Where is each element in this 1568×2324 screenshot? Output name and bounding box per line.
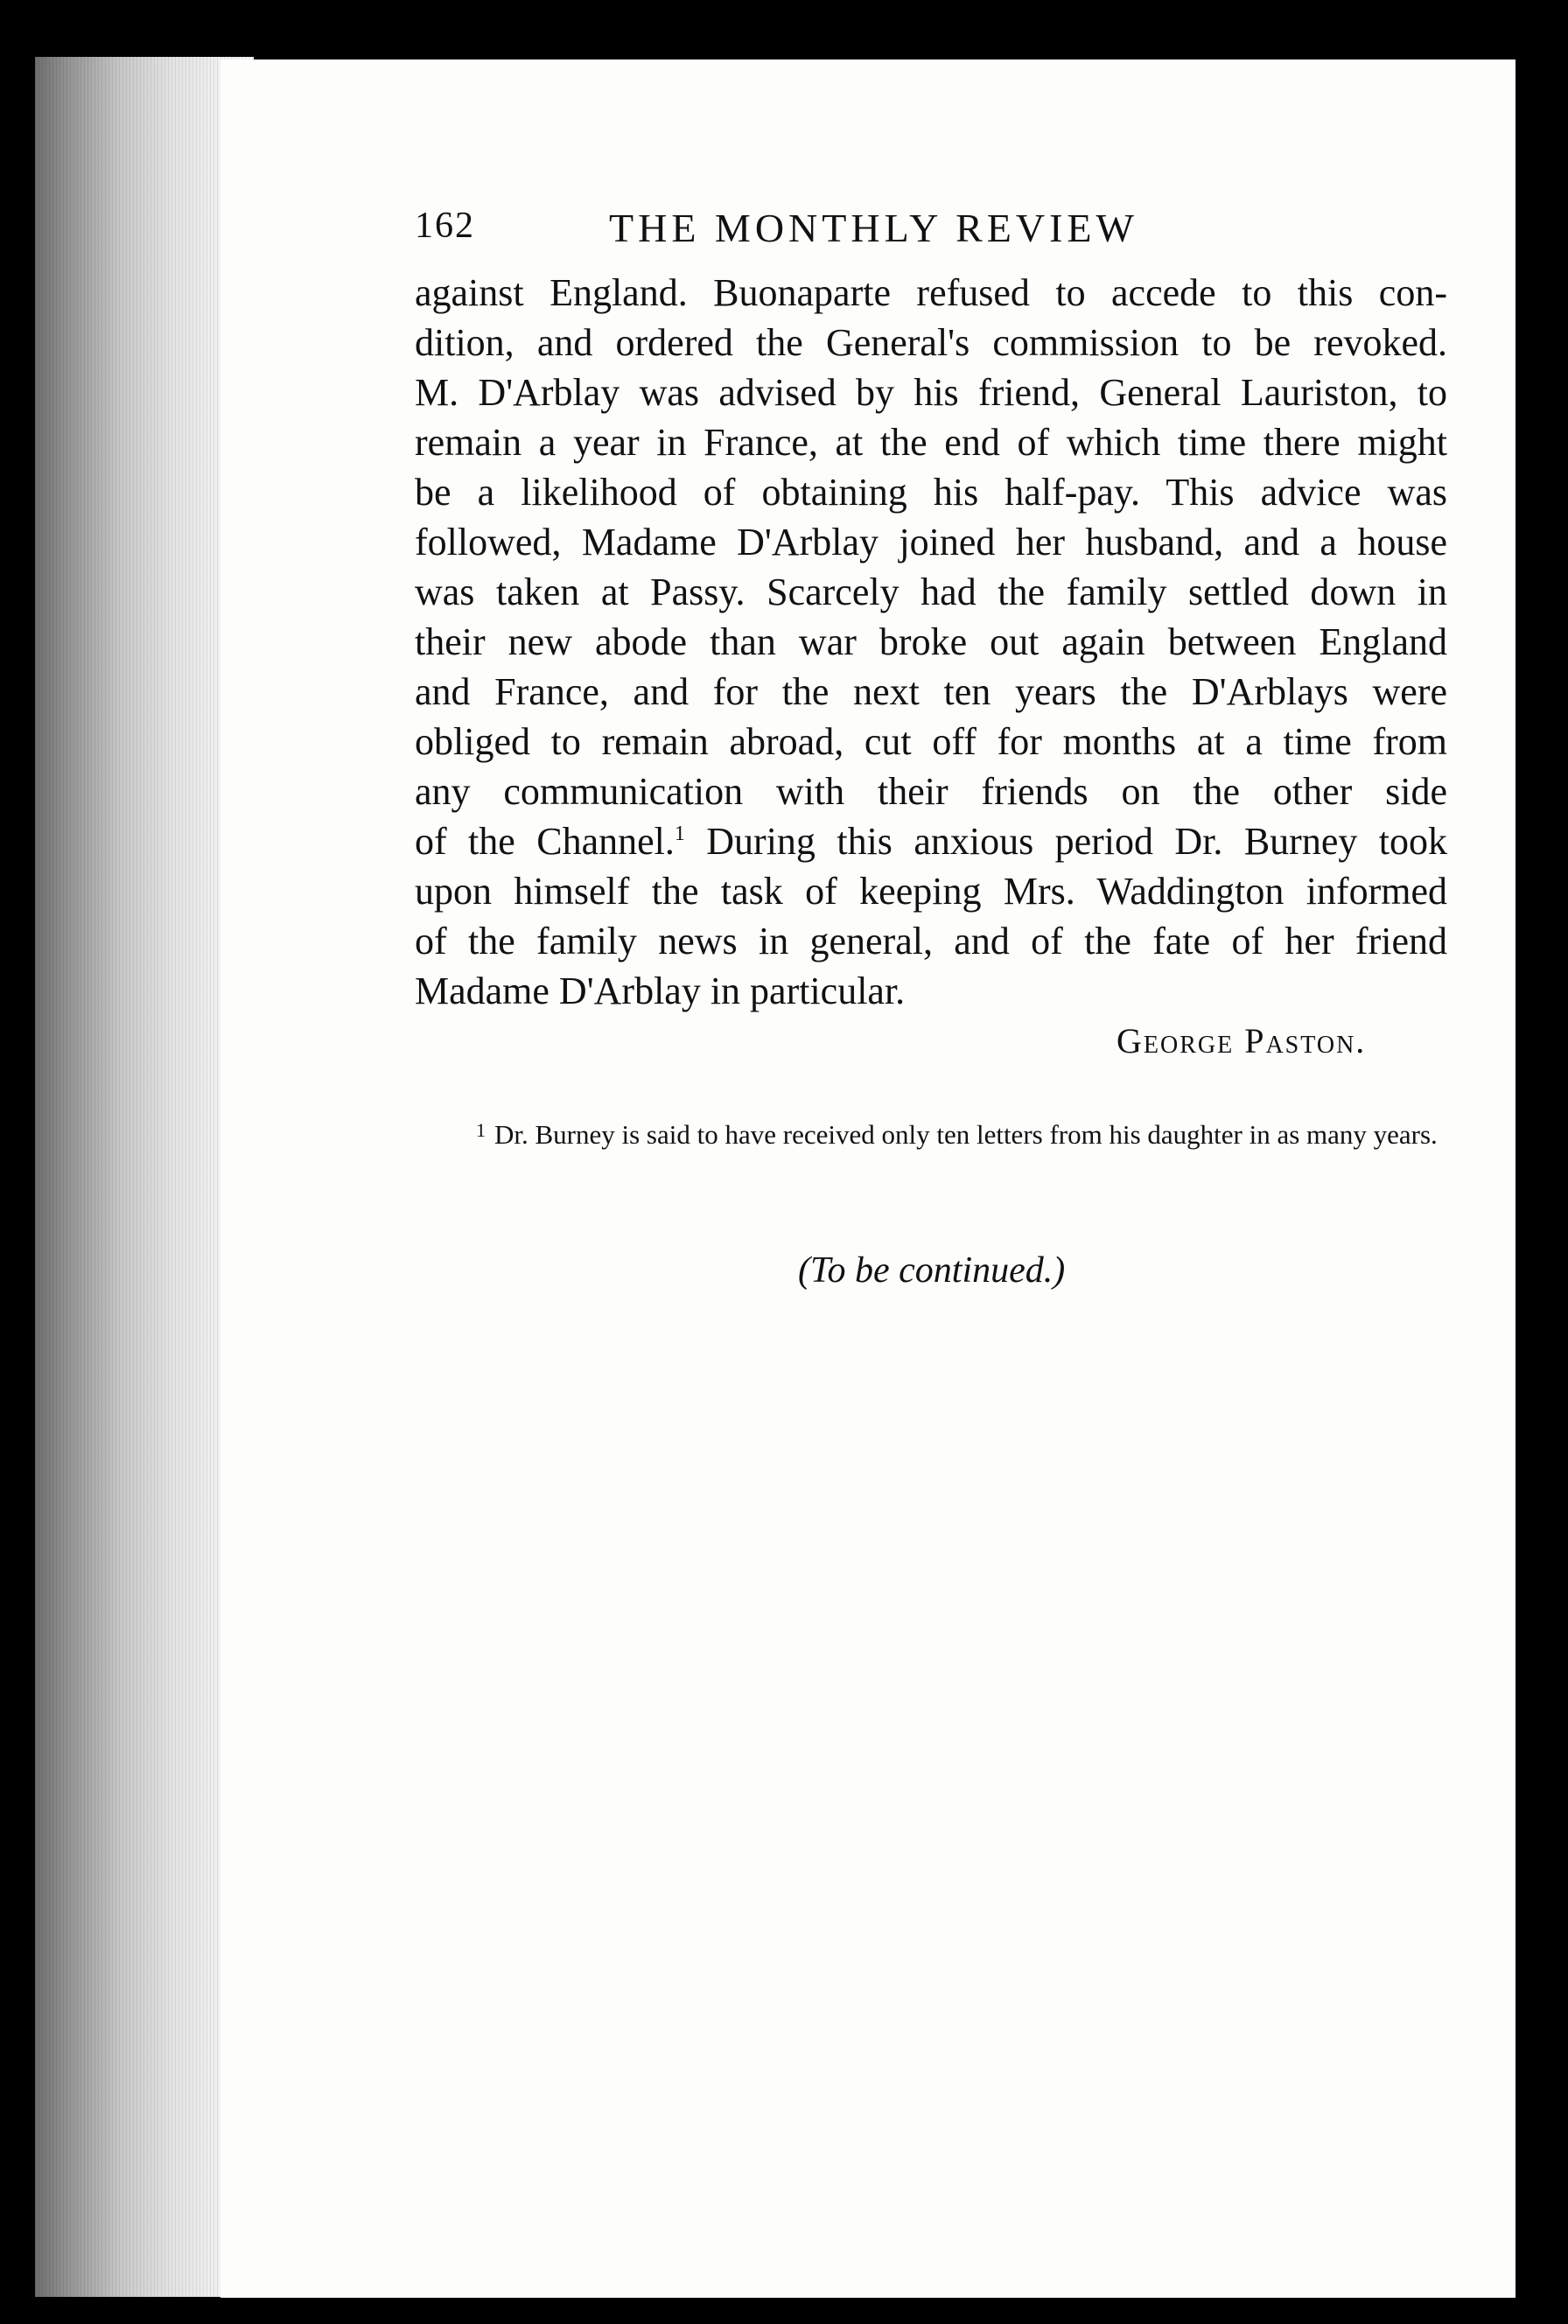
text-line: dition, and ordered the General's commission to be revoked. [415, 321, 1447, 364]
text-line: Madame D'Arblay in particular. [415, 970, 906, 1012]
footnote-text: Dr. Burney is said to have received only ten letters from his daughter in as many years. [494, 1119, 1438, 1150]
text-line: upon himself the task of keeping Mrs. Waddington informed [415, 870, 1447, 913]
footnote-marker: 1 [476, 1119, 486, 1141]
text-line-with-footnote [415, 816, 1447, 866]
text-line: their new abode than war broke out again between England [415, 620, 1447, 663]
text-line: remain a year in France, at the end of which time there might [415, 421, 1447, 464]
text-line: of the family news in general, and of the fate of her friend [415, 920, 1447, 962]
continued-note: (To be continued.) [798, 1250, 1066, 1291]
text-line: any communication with their friends on the other side [415, 770, 1447, 813]
page-header [415, 205, 1465, 257]
text-line: was taken at Passy. Scarcely had the family settled down in [415, 570, 1447, 613]
text-line: be a likelihood of obtaining his half-pay. This advice was [415, 471, 1447, 514]
text-fragment: During this anxious period Dr. Burney took [706, 820, 1448, 863]
body-text [415, 268, 1447, 1016]
text-line: M. D'Arblay was advised by his friend, General Lauriston, to [415, 371, 1447, 414]
running-title: THE MONTHLY REVIEW [609, 206, 1138, 250]
author-signature: George Paston. [1116, 1021, 1367, 1060]
text-line: and France, and for the next ten years the D'Arblays were [415, 670, 1447, 713]
text-line: against England. Buonaparte refused to accede to this con- [415, 271, 1447, 314]
text-line: obliged to remain abroad, cut off for months at a time from [415, 720, 1447, 763]
footnote [415, 1108, 1456, 1158]
book-page [220, 60, 1516, 2298]
text-line: followed, Madame D'Arblay joined her husband, and a house [415, 521, 1447, 564]
text-fragment: of the Channel. [415, 820, 675, 863]
footnote-reference: 1 [674, 822, 685, 845]
page-number: 162 [415, 206, 475, 246]
